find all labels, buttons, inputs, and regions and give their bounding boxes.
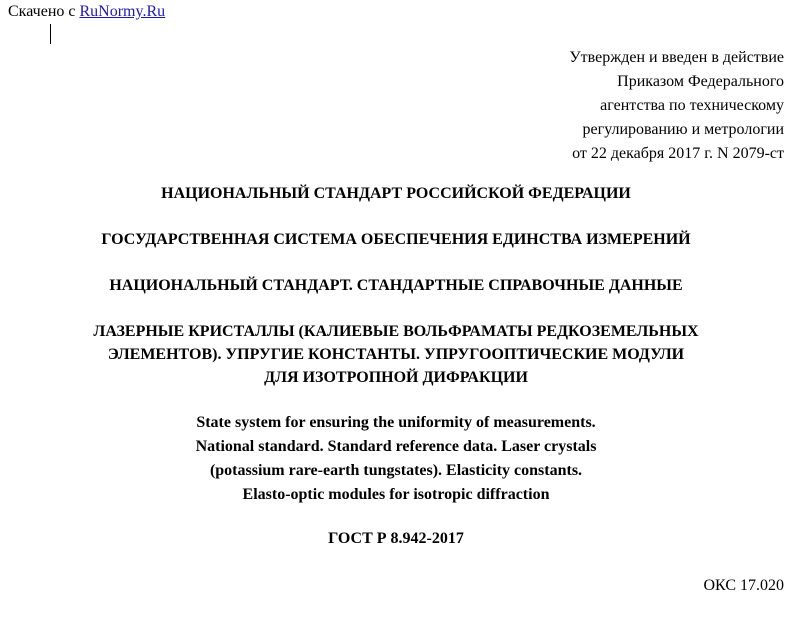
standard-designation: ГОСТ Р 8.942-2017 [328, 530, 464, 547]
national-standard-heading: НАЦИОНАЛЬНЫЙ СТАНДАРТ РОССИЙСКОЙ ФЕДЕРАЦИИ [161, 185, 631, 202]
english-title-line: State system for ensuring the uniformity of measurements. [196, 414, 596, 431]
document-title [0, 320, 792, 389]
english-title-line: National standard. Standard reference data. Laser crystals [195, 438, 597, 455]
text-cursor [50, 24, 51, 44]
source-prefix: Скачено с [8, 3, 80, 20]
source-line [8, 2, 165, 21]
reference-data-heading: НАЦИОНАЛЬНЫЙ СТАНДАРТ. СТАНДАРТНЫЕ СПРАВОЧНЫЕ ДАННЫЕ [109, 277, 683, 294]
approval-line: регулированию и метрологии [582, 121, 784, 138]
english-title [0, 411, 792, 507]
approval-line: от 22 декабря 2017 г. N 2079-ст [572, 145, 784, 162]
document-title-line: ДЛЯ ИЗОТРОПНОЙ ДИФРАКЦИИ [264, 369, 528, 386]
state-system-heading: ГОСУДАРСТВЕННАЯ СИСТЕМА ОБЕСПЕЧЕНИЯ ЕДИНСТВА ИЗМЕРЕНИЙ [101, 231, 691, 248]
approval-line: Приказом Федерального [617, 73, 784, 90]
source-link[interactable]: RuNormy.Ru [79, 3, 166, 20]
oks-code: ОКС 17.020 [703, 577, 784, 594]
document-title-line: ЭЛЕМЕНТОВ). УПРУГИЕ КОНСТАНТЫ. УПРУГООПТИЧЕСКИЕ МОДУЛИ [107, 346, 685, 363]
document-title-line: ЛАЗЕРНЫЕ КРИСТАЛЛЫ (КАЛИЕВЫЕ ВОЛЬФРАМАТЫ РЕДКОЗЕМЕЛЬНЫХ [93, 323, 699, 340]
english-title-line: Elasto-optic modules for isotropic diffraction [242, 486, 550, 503]
english-title-line: (potassium rare-earth tungstates). Elasticity constants. [209, 462, 583, 479]
approval-line: Утвержден и введен в действие [569, 49, 784, 66]
approval-block [569, 46, 784, 166]
approval-line: агентства по техническому [600, 97, 784, 114]
